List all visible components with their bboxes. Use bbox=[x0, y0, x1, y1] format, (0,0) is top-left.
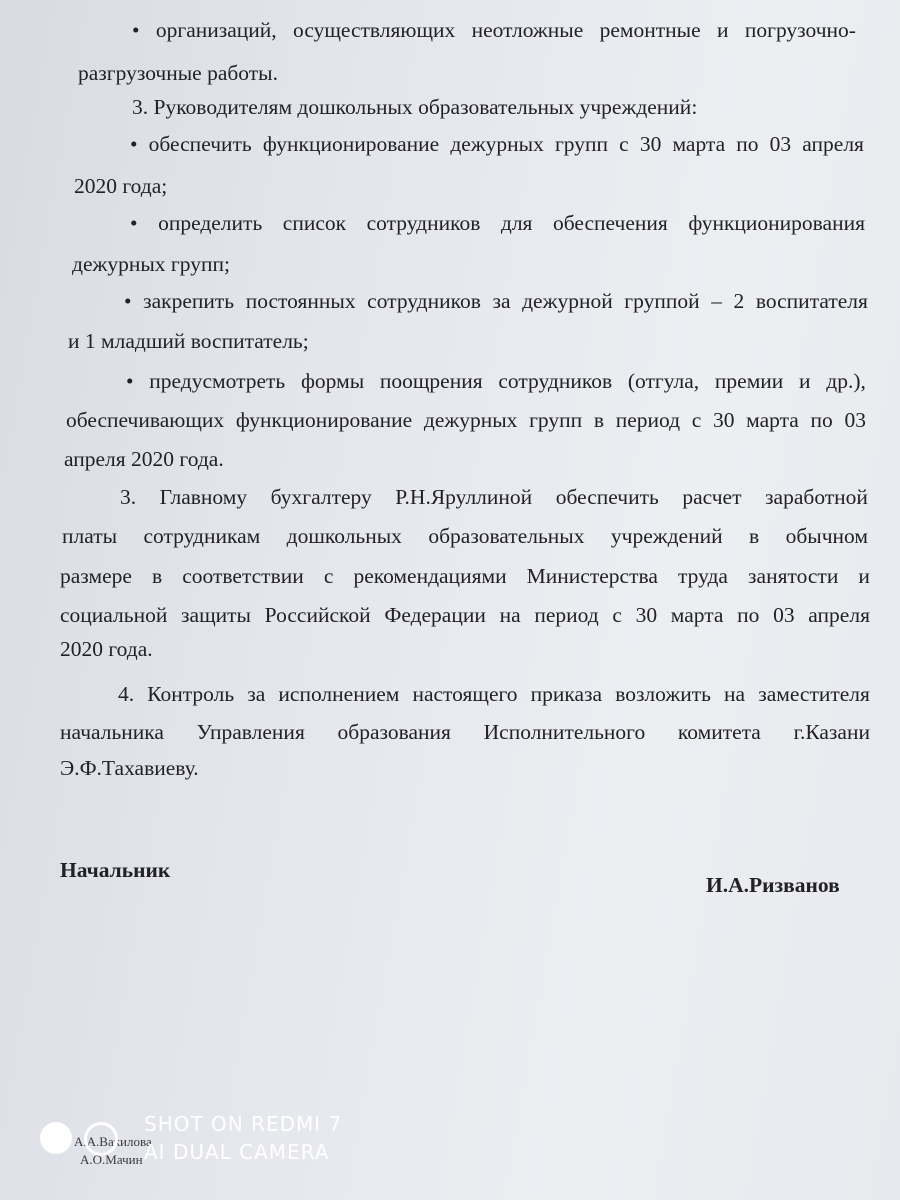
doc-word: групп bbox=[554, 132, 609, 156]
doc-word: в bbox=[593, 408, 604, 432]
doc-word: возложить bbox=[615, 682, 711, 706]
doc-word: дежурной bbox=[522, 289, 613, 313]
doc-word: дежурных bbox=[423, 408, 518, 432]
doc-word: период bbox=[534, 603, 599, 627]
doc-word: 03 bbox=[773, 603, 795, 627]
doc-word: Управления bbox=[196, 720, 305, 744]
doc-word: 30 bbox=[635, 603, 658, 627]
doc-word: бухгалтеру bbox=[270, 485, 372, 509]
doc-word: др.), bbox=[826, 369, 866, 393]
executor-2: А.О.Мачин bbox=[80, 1152, 143, 1167]
doc-word: обеспечивающих bbox=[66, 408, 225, 432]
doc-word: заработной bbox=[765, 485, 868, 509]
doc-word: ремонтные bbox=[599, 18, 701, 42]
doc-line: 3. Руководителям дошкольных образовательных учреждений: bbox=[132, 95, 698, 119]
doc-line: дежурных групп; bbox=[72, 252, 230, 276]
doc-word: 03 bbox=[769, 132, 792, 156]
bullet-word: • bbox=[126, 369, 134, 393]
doc-line: разгрузочные работы. bbox=[78, 61, 278, 85]
doc-word: Министерства bbox=[526, 564, 658, 588]
doc-word: 30 bbox=[639, 132, 662, 156]
doc-word: заместителя bbox=[758, 682, 870, 706]
bullet-word: • bbox=[124, 289, 132, 313]
doc-word: с bbox=[691, 408, 702, 432]
doc-word: 30 bbox=[712, 408, 735, 432]
doc-word: погрузочно- bbox=[744, 18, 856, 42]
doc-word: функционирование bbox=[235, 408, 413, 432]
executor-1: А.А.Вакилова bbox=[74, 1134, 152, 1149]
doc-word: г.Казани bbox=[793, 720, 870, 744]
doc-word: защиты bbox=[181, 603, 251, 627]
doc-word: размере bbox=[60, 564, 132, 588]
doc-word: за bbox=[492, 289, 511, 313]
doc-word: 3. bbox=[120, 485, 137, 509]
doc-word: исполнением bbox=[278, 682, 400, 706]
doc-line: и 1 младший воспитатель; bbox=[68, 329, 309, 353]
doc-line: 2020 года. bbox=[60, 637, 153, 661]
doc-word: обеспечить bbox=[148, 132, 252, 156]
doc-word: Главному bbox=[159, 485, 248, 509]
doc-word: приказа bbox=[530, 682, 603, 706]
doc-word: с bbox=[612, 603, 622, 627]
doc-word: 4. bbox=[118, 682, 135, 706]
doc-word: учреждений bbox=[610, 524, 723, 548]
doc-word: воспитателя bbox=[755, 289, 868, 313]
doc-line bbox=[60, 722, 870, 744]
doc-word: платы bbox=[62, 524, 118, 548]
doc-word: занятости bbox=[748, 564, 839, 588]
doc-word: и bbox=[799, 369, 811, 393]
doc-word: Р.Н.Яруллиной bbox=[395, 485, 533, 509]
doc-word: соответствии bbox=[182, 564, 304, 588]
doc-word: образовательных bbox=[428, 524, 585, 548]
doc-word: формы bbox=[300, 369, 365, 393]
doc-word: марта bbox=[672, 132, 726, 156]
doc-word: функционирование bbox=[262, 132, 440, 156]
doc-word: группой bbox=[624, 289, 700, 313]
doc-word: определить bbox=[158, 211, 263, 235]
doc-word: с bbox=[323, 564, 334, 588]
bullet-word: • bbox=[132, 18, 140, 42]
doc-word: 03 bbox=[844, 408, 866, 432]
doc-word: предусмотреть bbox=[149, 369, 286, 393]
doc-word: обычном bbox=[785, 524, 868, 548]
doc-word: (отгула, bbox=[627, 369, 700, 393]
doc-line bbox=[118, 684, 870, 706]
doc-word: начальника bbox=[60, 720, 164, 744]
doc-word: настоящего bbox=[412, 682, 518, 706]
doc-word: социальной bbox=[60, 603, 168, 627]
doc-line bbox=[60, 605, 870, 627]
doc-word: и bbox=[717, 18, 729, 42]
doc-line bbox=[66, 410, 866, 432]
doc-word: групп bbox=[529, 408, 583, 432]
doc-line bbox=[120, 487, 868, 509]
watermark-line-2: AI DUAL CAMERA bbox=[144, 1140, 330, 1164]
doc-word: марта bbox=[670, 603, 724, 627]
doc-word: Контроль bbox=[147, 682, 235, 706]
doc-word: период bbox=[615, 408, 681, 432]
doc-line bbox=[130, 134, 864, 156]
doc-line bbox=[130, 213, 865, 235]
doc-word: дошкольных bbox=[286, 524, 402, 548]
doc-word: премии bbox=[714, 369, 784, 393]
doc-word: по bbox=[737, 603, 760, 627]
doc-word: закрепить bbox=[143, 289, 235, 313]
doc-line: апреля 2020 года. bbox=[64, 447, 224, 471]
doc-word: осуществляющих bbox=[293, 18, 456, 42]
doc-word: для bbox=[500, 211, 533, 235]
watermark-dot-filled-icon bbox=[40, 1122, 72, 1154]
camera-watermark bbox=[40, 1108, 370, 1168]
doc-line bbox=[124, 291, 868, 313]
doc-word: Исполнительного bbox=[483, 720, 646, 744]
doc-line bbox=[132, 20, 856, 42]
watermark-dot-ring-icon bbox=[84, 1122, 118, 1156]
doc-word: с bbox=[619, 132, 629, 156]
doc-word: обеспечения bbox=[552, 211, 668, 235]
doc-word: 2 bbox=[733, 289, 745, 313]
doc-line bbox=[60, 566, 870, 588]
watermark-line-1: SHOT ON REDMI 7 bbox=[144, 1112, 343, 1136]
doc-word: в bbox=[749, 524, 760, 548]
doc-word: труда bbox=[677, 564, 728, 588]
doc-word: в bbox=[152, 564, 163, 588]
doc-word: сотрудников bbox=[498, 369, 613, 393]
doc-word: комитета bbox=[677, 720, 761, 744]
doc-word: сотрудников bbox=[366, 211, 481, 235]
signatory-title: Начальник bbox=[60, 858, 171, 882]
doc-word: на bbox=[499, 603, 521, 627]
doc-word: за bbox=[247, 682, 266, 706]
doc-word: марта bbox=[746, 408, 799, 432]
doc-line bbox=[126, 371, 866, 393]
doc-word: функционирования bbox=[688, 211, 865, 235]
signatory-name: И.А.Ризванов bbox=[706, 873, 840, 897]
doc-word: Российской bbox=[264, 603, 371, 627]
doc-word: дежурных bbox=[450, 132, 544, 156]
doc-word: по bbox=[810, 408, 833, 432]
doc-word: обеспечить bbox=[555, 485, 659, 509]
doc-word: рекомендациями bbox=[353, 564, 507, 588]
doc-word: на bbox=[724, 682, 746, 706]
doc-line: Э.Ф.Тахавиеву. bbox=[60, 756, 199, 780]
doc-word: сотрудникам bbox=[143, 524, 261, 548]
doc-line: 2020 года; bbox=[74, 174, 168, 198]
doc-word: Федерации bbox=[384, 603, 486, 627]
doc-word: постоянных bbox=[245, 289, 356, 313]
bullet-word: • bbox=[130, 132, 138, 156]
doc-word: и bbox=[858, 564, 870, 588]
doc-word: по bbox=[736, 132, 759, 156]
doc-word: апреля bbox=[802, 132, 864, 156]
doc-word: неотложные bbox=[471, 18, 584, 42]
doc-word: организаций, bbox=[155, 18, 277, 42]
doc-word: – bbox=[711, 289, 722, 313]
doc-word: расчет bbox=[682, 485, 742, 509]
doc-word: список bbox=[282, 211, 347, 235]
doc-word: образования bbox=[337, 720, 451, 744]
doc-word: поощрения bbox=[379, 369, 483, 393]
doc-word: апреля bbox=[808, 603, 870, 627]
doc-word: сотрудников bbox=[367, 289, 481, 313]
bullet-word: • bbox=[130, 211, 138, 235]
doc-line bbox=[62, 526, 868, 548]
